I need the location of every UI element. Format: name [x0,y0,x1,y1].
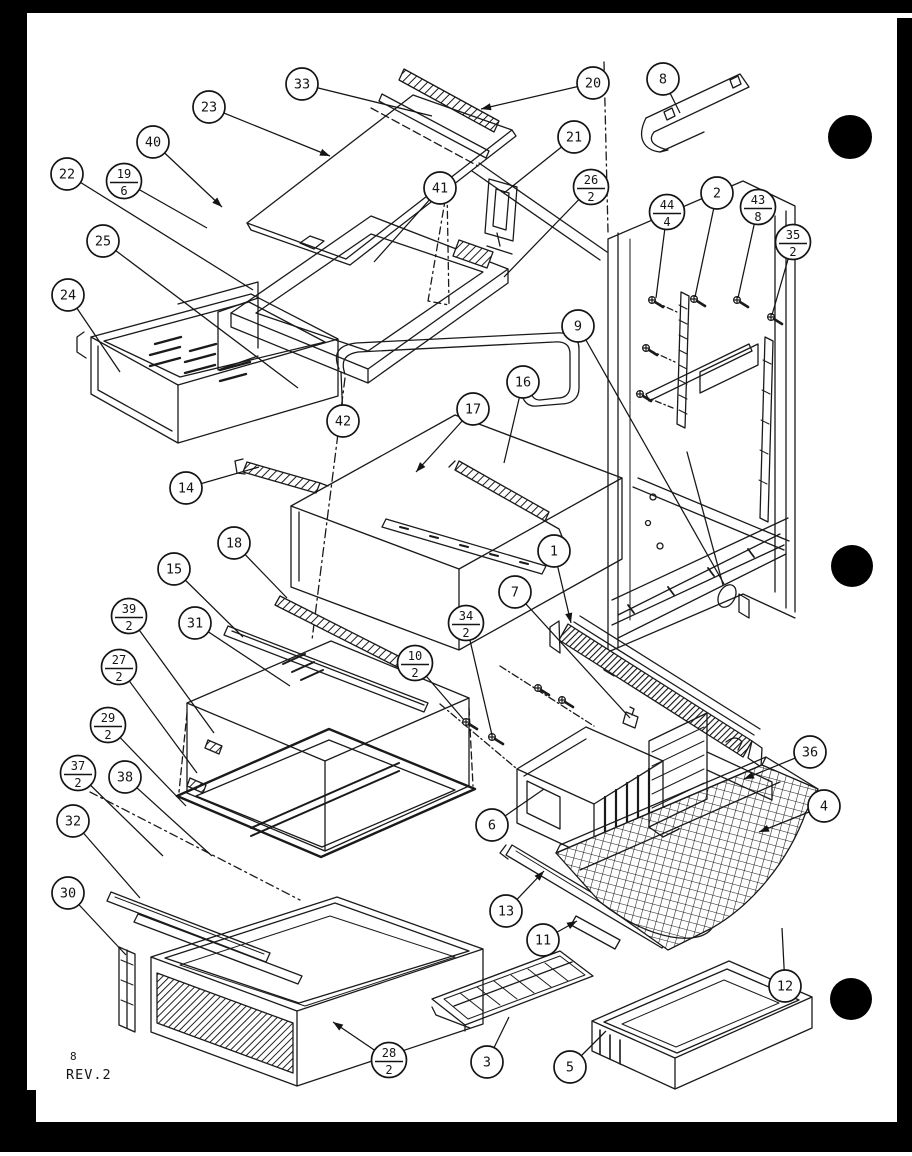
svg-text:29: 29 [100,711,116,725]
svg-text:18: 18 [225,535,243,552]
svg-text:2: 2 [712,185,722,202]
part-toe-grille [550,616,762,767]
page-footer [66,1050,112,1083]
callout-5 [554,1031,606,1083]
svg-text:2: 2 [789,245,797,259]
scan-border-bottom [0,1122,912,1152]
svg-text:1: 1 [549,543,559,560]
clip-part-7 [623,707,638,728]
svg-text:7: 7 [510,584,520,601]
svg-text:2: 2 [115,670,123,684]
svg-text:6: 6 [120,184,128,198]
scan-border-left [0,0,27,1152]
callout-2 [695,177,733,297]
svg-text:13: 13 [497,903,515,920]
svg-text:14: 14 [177,480,195,497]
part-meat-pan [77,282,338,443]
svg-text:8: 8 [658,71,668,88]
revision-label: REV.2 [66,1067,112,1083]
callout-8 [647,63,680,113]
callout-22 [51,158,253,290]
callout-35-2 [772,225,811,316]
callout-16 [504,366,539,463]
part-cover-frame [177,708,475,857]
callout-38 [109,761,212,856]
svg-text:43: 43 [750,193,766,207]
svg-text:25: 25 [94,233,112,250]
part-wire-support [336,333,579,406]
callout-42 [327,372,359,437]
svg-text:2: 2 [104,728,112,742]
punch-hole [831,545,873,587]
callout-17 [416,393,489,472]
svg-text:27: 27 [111,653,127,667]
callout-26-2 [504,170,609,278]
part-crisper-drawer [151,897,483,1086]
callout-23 [193,91,330,156]
svg-text:4: 4 [819,798,829,815]
svg-text:31: 31 [186,615,204,632]
svg-text:6: 6 [487,817,497,834]
callout-6 [476,789,544,841]
callout-30 [52,877,126,955]
callout-19-6 [107,164,208,229]
callout-44-4 [650,195,685,299]
svg-text:38: 38 [116,769,134,786]
svg-text:2: 2 [385,1063,393,1077]
svg-text:4: 4 [663,215,671,229]
callout-34-2 [449,606,493,736]
svg-text:21: 21 [565,129,583,146]
svg-text:40: 40 [144,134,162,151]
svg-text:2: 2 [462,626,470,640]
callout-13 [490,871,544,927]
svg-text:39: 39 [121,602,137,616]
svg-text:16: 16 [514,374,532,391]
svg-text:44: 44 [659,198,675,212]
callout-18 [218,527,287,598]
part-hinge-bracket [453,179,517,268]
callout-43-8 [738,190,776,299]
svg-text:35: 35 [785,228,801,242]
svg-text:19: 19 [116,167,132,181]
svg-text:24: 24 [59,287,77,304]
part-cabinet [604,181,795,676]
svg-text:26: 26 [583,173,599,187]
callout-28-2 [333,1022,407,1078]
svg-text:37: 37 [70,759,86,773]
svg-text:2: 2 [74,776,82,790]
page-number: 8 [70,1050,77,1063]
scan-border-right [897,18,912,1152]
callout-29-2 [91,708,187,807]
callout-40 [137,126,222,207]
svg-text:12: 12 [776,978,794,995]
svg-text:34: 34 [458,609,474,623]
svg-text:9: 9 [573,318,583,335]
svg-text:20: 20 [584,75,602,92]
callout-9 [562,310,724,584]
svg-text:30: 30 [59,885,77,902]
svg-text:8: 8 [754,210,762,224]
svg-text:42: 42 [334,413,352,430]
svg-text:32: 32 [64,813,82,830]
punch-hole [828,115,872,159]
punch-hole [830,978,872,1020]
callout-1 [538,535,572,623]
part-freezer-basket [556,757,818,950]
svg-text:17: 17 [464,401,482,418]
svg-text:2: 2 [411,666,419,680]
part-rail-16 [449,461,563,539]
callout-12 [769,928,801,1002]
part-rail-14 [235,459,328,493]
svg-text:33: 33 [293,76,311,93]
svg-text:11: 11 [534,932,552,949]
svg-text:15: 15 [165,561,183,578]
svg-text:3: 3 [482,1054,492,1071]
callout-20 [481,67,609,110]
svg-text:2: 2 [125,619,133,633]
scan-border-top [0,0,912,13]
part-ice-tray [432,951,593,1031]
svg-text:36: 36 [801,744,819,761]
svg-text:5: 5 [565,1059,575,1076]
svg-text:2: 2 [587,190,595,204]
svg-text:28: 28 [381,1046,397,1060]
svg-text:23: 23 [200,99,218,116]
svg-text:10: 10 [407,649,423,663]
svg-text:41: 41 [431,180,449,197]
scan-border-corner [0,1090,36,1152]
callout-11 [527,921,577,956]
svg-text:22: 22 [58,166,76,183]
